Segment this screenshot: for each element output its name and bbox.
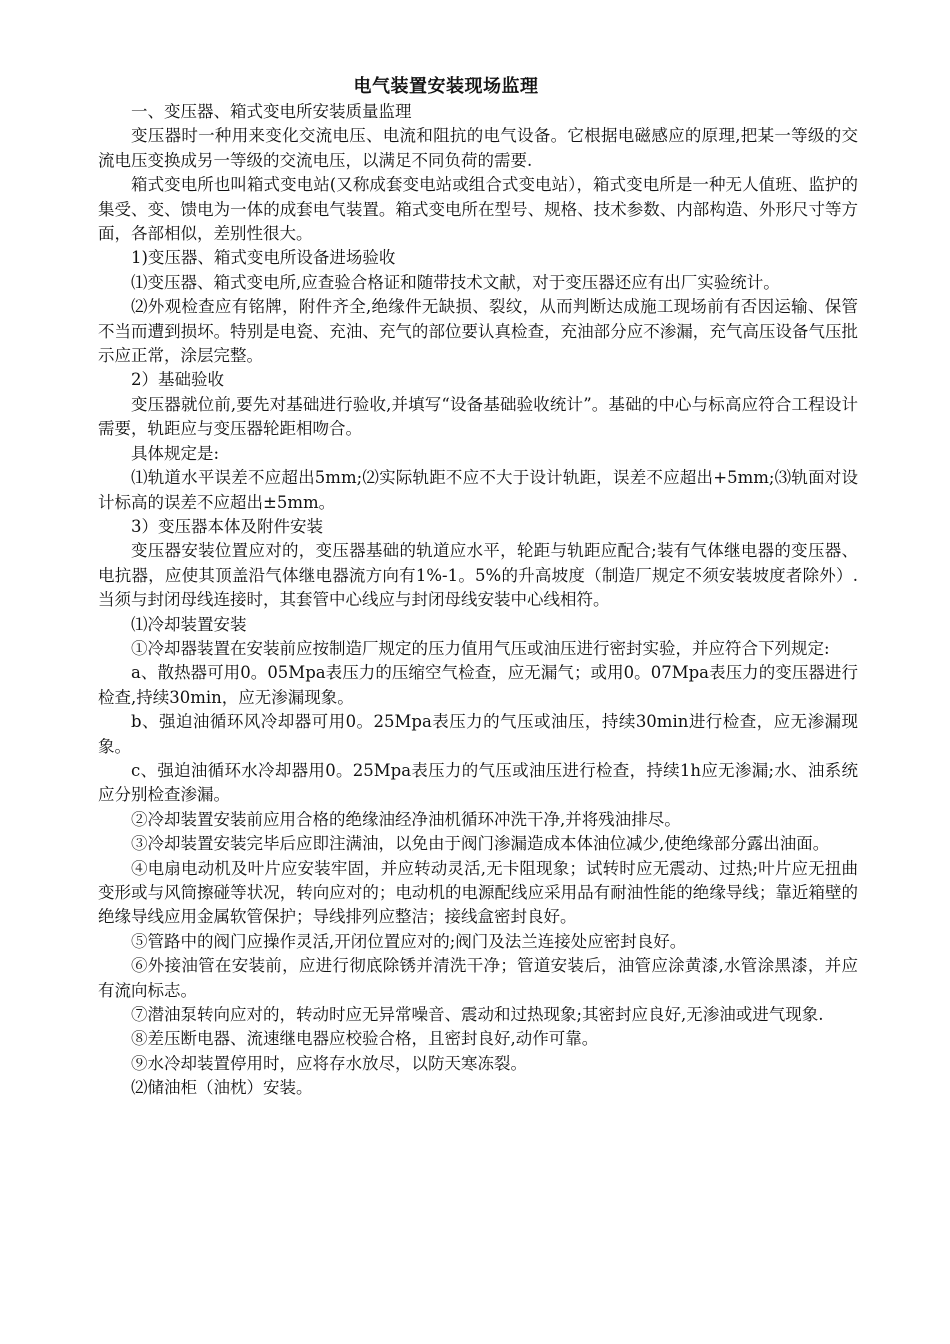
paragraph-box-substation-definition: 箱式变电所也叫箱式变电站(又称成套变电站或组合式变电站），箱式变电所是一种无人值班、监护的集受、变、馈电为一体的成套电气装置。箱式变电所在型号、规格、技术参数、内部构造、外形尺寸等方面，各部相似，差别性很大。: [98, 175, 858, 244]
paragraph-forced-air-cooler-test: b、强迫油循环风冷却器可用0。25Mpa表压力的气压或油压，持续30min进行检查，应无渗漏现象。: [98, 712, 858, 756]
document-body: [98, 100, 858, 1101]
page-title: 电气装置安装现场监理: [353, 76, 539, 97]
subheading-foundation-acceptance: 2）基础验收: [131, 370, 224, 390]
paragraph-fan-motor: ④电扇电动机及叶片应安装牢固，并应转动灵活,无卡阻现象；试转时应无震动、过热;叶片应无扭曲变形或与风筒擦碰等状况，转向应对的；电动机的电源配线应采用品有耐油性能的绝缘导线；靠近箱壁的绝缘导线应用金属软管保护；导线排列应整洁；接线盒密封良好。: [98, 858, 858, 927]
paragraph-flush-before-install: ②冷却装置安装前应用合格的绝缘油经净油机循环冲洗干净,并将残油排尽。: [131, 809, 681, 829]
subheading-equipment-acceptance: 1)变压器、箱式变电所设备进场验收: [131, 248, 396, 268]
paragraph-foundation-check: 变压器就位前,要先对基础进行验收,并填写“设备基础验收统计”。基础的中心与标高应符合工程设计需要，轨距应与变压器轮距相吻合。: [98, 394, 858, 439]
paragraph-cooling-seal-test: ①冷却器装置在安装前应按制造厂规定的压力值用气压或油压进行密封实验，并应符合下列规定:: [131, 638, 830, 658]
section-heading-transformer: 一、变压器、箱式变电所安装质量监理: [131, 102, 412, 121]
paragraph-submersible-pump: ⑦潜油泵转向应对的，转动时应无异常噪音、震动和过热现象;其密封应良好,无渗油或进气现象.: [131, 1005, 824, 1025]
paragraph-water-cooling-shutdown: ⑨水冷却装置停用时，应将存水放尽，以防天寒冻裂。: [131, 1053, 527, 1073]
paragraph-installation-position: 变压器安装位置应对的，变压器基础的轨道应水平，轮距与轨距应配合;装有气体继电器的变压器、电抗器，应使其顶盖沿气体继电器流方向有1%-1。5%的升高坡度（制造厂规定不须安装坡度者除外）.当须与封闭母线连接时，其套管中心线应与封闭母线安装中心线相符。: [98, 541, 858, 610]
paragraph-visual-inspection: ⑵外观检查应有铭牌，附件齐全,绝缘件无缺损、裂纹，从而判断达成施工现场前有否因运输、保管不当而遭到损坏。特别是电瓷、充油、充气的部位要认真检查，充油部分应不渗漏，充气高压设备气压批示应正常，涂层完整。: [98, 297, 858, 366]
paragraph-forced-water-cooler-test: c、强迫油循环水冷却器用0。25Mpa表压力的气压或油压进行检查，持续1h应无渗漏;水、油系统应分别检查渗漏。: [98, 760, 858, 805]
paragraph-specific-rules: 具体规定是:: [131, 443, 220, 463]
paragraph-relays: ⑧差压断电器、流速继电器应校验合格，且密封良好,动作可靠。: [131, 1029, 599, 1049]
paragraph-external-pipes: ⑥外接油管在安装前，应进行彻底除锈并清洗干净；管道安装后，油管应涂黄漆,水管涂黑漆，并应有流向标志。: [98, 956, 858, 1000]
paragraph-radiator-test: a、散热器可用0。05Mpa表压力的压缩空气检查，应无漏气；或用0。07Mpa表压力的变压器进行检查,持续30min，应无渗漏现象。: [98, 663, 858, 707]
paragraph-certificate-check: ⑴变压器、箱式变电所,应查验合格证和随带技术文献，对于变压器还应有出厂实验统计。: [131, 272, 780, 292]
paragraph-valves: ⑤管路中的阀门应操作灵活,开闭位置应对的;阀门及法兰连接处应密封良好。: [131, 931, 687, 951]
paragraph-fill-oil: ③冷却装置安装完毕后应即注满油，以免由于阀门渗漏造成本体油位减少,使绝缘部分露出油面。: [131, 834, 830, 854]
paragraph-track-tolerances: ⑴轨道水平误差不应超出5mm;⑵实际轨距不应不大于设计轨距，误差不应超出+5mm;⑶轨面对设计标高的误差不应超出±5mm。: [98, 468, 858, 512]
subheading-conservator-installation: ⑵储油柜（油枕）安装。: [131, 1078, 313, 1098]
subheading-cooling-installation: ⑴冷却装置安装: [131, 614, 247, 634]
subheading-body-installation: 3）变压器本体及附件安装: [131, 516, 323, 536]
paragraph-transformer-definition: 变压器时一种用来变化交流电压、电流和阻抗的电气设备。它根据电磁感应的原理,把某一等级的交流电压变换成另一等级的交流电压，以满足不同负荷的需要.: [98, 126, 858, 170]
